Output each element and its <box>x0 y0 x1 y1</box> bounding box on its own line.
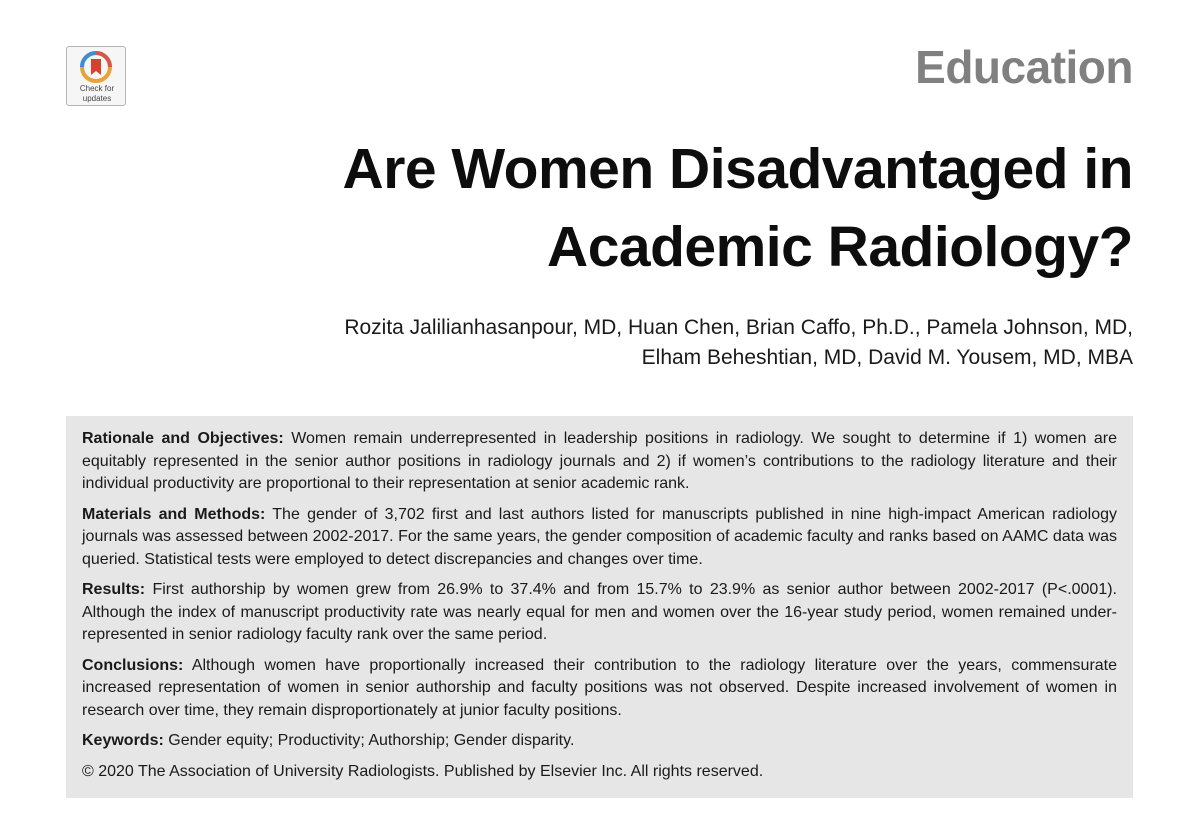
abstract-box <box>66 416 1133 798</box>
author-list-line2: Elham Beheshtian, MD, David M. Yousem, MD, MBA <box>641 346 1133 369</box>
badge-label-line1: Check for <box>79 84 115 93</box>
rationale-text: Women remain underrepresented in leadership positions in radiology. We sought to determine if 1) women are equitably represented in the senior author positions in radiology journals and 2) if women’s contributions to the radiology literature and their individual productivity are proportional to their representation at senior academic rank. <box>82 430 1117 492</box>
article-title-line2: Academic Radiology? <box>547 215 1133 279</box>
keywords-text: Gender equity; Productivity; Authorship; Gender disparity. <box>168 732 575 749</box>
article-title-line1: Are Women Disadvantaged in <box>342 137 1133 201</box>
results-label: Results: <box>82 581 146 598</box>
methods-text: The gender of 3,702 first and last authors listed for manuscripts published in nine high-impact American radiology journals was assessed between 2002-2017. For the same years, the gender composition of academic faculty and ranks based on AAMC data was queried. Statistical tests were employed to detect discrepancies and changes over time. <box>82 505 1118 568</box>
abstract-rationale <box>82 428 1117 496</box>
conclusions-text: Although women have proportionally increased their contribution to the radiology literature over the years, commensurate increased representation of women in senior authorship and faculty positions was not observed. Despite increased involvement of women in research over time, they remain disproportionately at junior faculty positions. <box>82 656 1118 719</box>
abstract-keywords <box>82 730 1117 753</box>
check-for-updates-badge[interactable] <box>66 46 126 106</box>
abstract-conclusions <box>82 655 1117 723</box>
rationale-label: Rationale and Objectives: <box>82 430 284 447</box>
conclusions-label: Conclusions: <box>82 656 184 674</box>
methods-label: Materials and Methods: <box>82 505 266 523</box>
check-for-updates-icon <box>79 51 113 83</box>
author-list-line1: Rozita Jalilianhasanpour, MD, Huan Chen, Brian Caffo, Ph.D., Pamela Johnson, MD, <box>344 316 1133 339</box>
abstract-results <box>82 579 1117 647</box>
section-heading: Education <box>915 41 1133 93</box>
copyright-notice: © 2020 The Association of University Radiologists. Published by Elsevier Inc. All rights reserved. <box>82 762 764 780</box>
results-text: First authorship by women grew from 26.9% to 37.4% and from 15.7% to 23.9% as senior author between 2002-2017 (P<.0001). Although the index of manuscript productivity rate was nearly equal for men and women over the 16-year study period, women remained under-represented in senior radiology faculty rank over the same period. <box>82 581 1118 643</box>
badge-label-line2: updates <box>82 94 112 103</box>
keywords-label: Keywords: <box>82 732 164 749</box>
article-title <box>133 130 1133 286</box>
author-list <box>133 313 1133 373</box>
abstract-methods <box>82 504 1117 572</box>
